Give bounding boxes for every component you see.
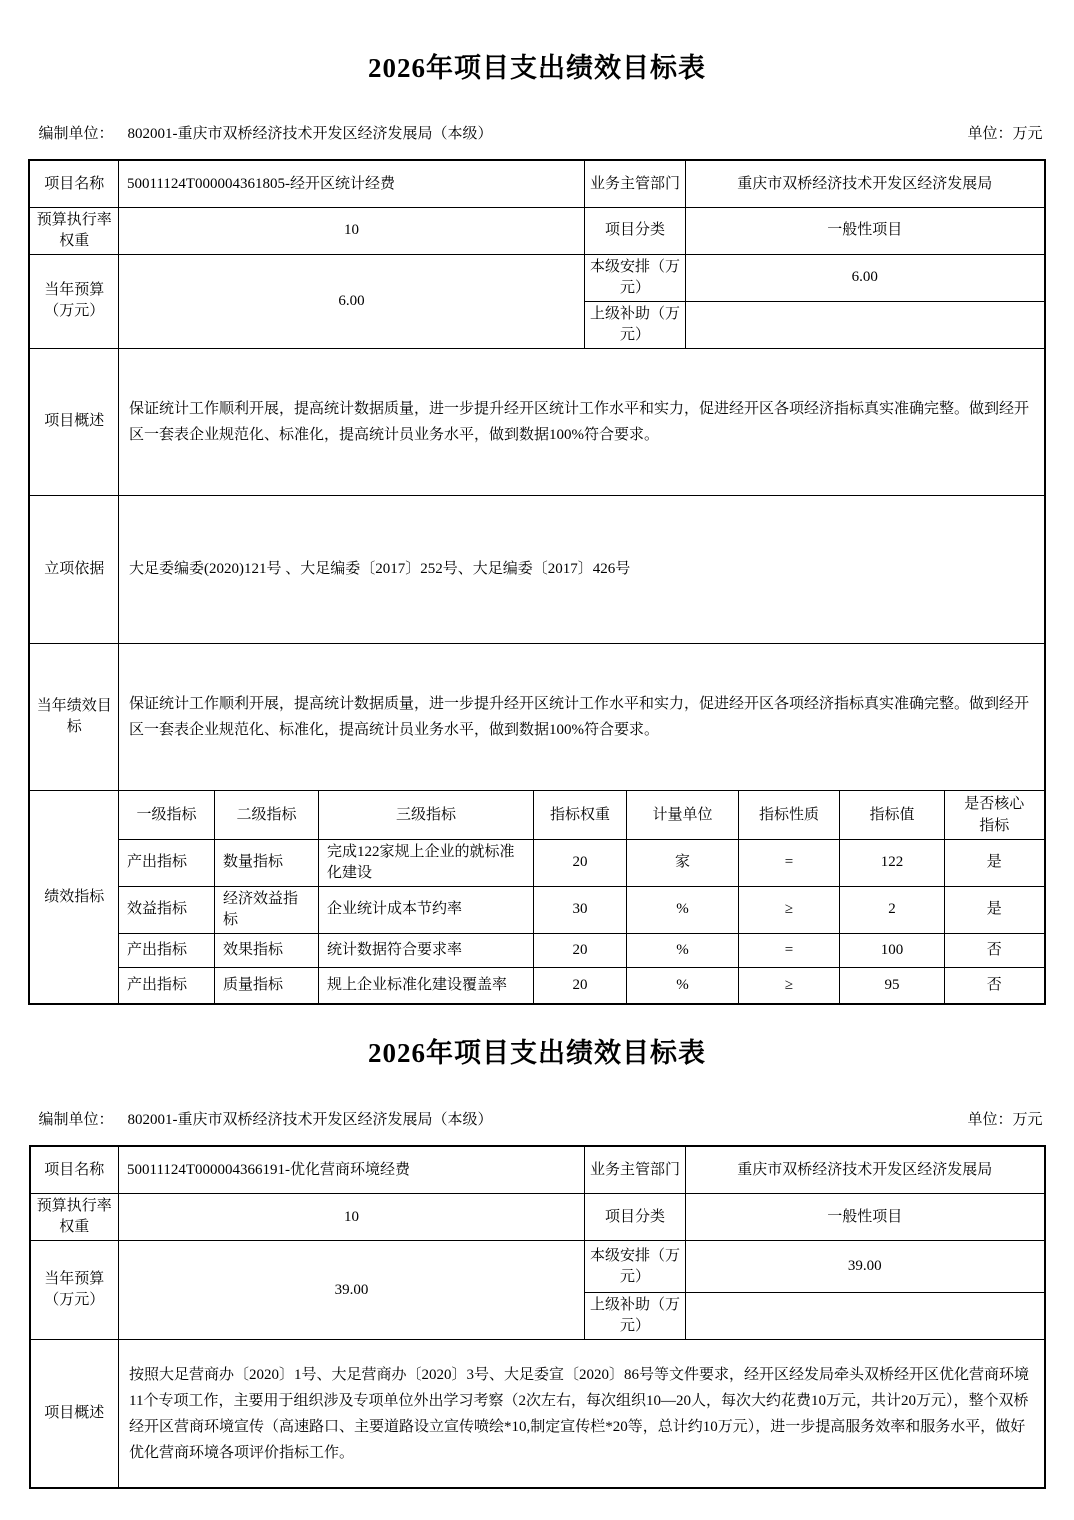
local-arrangement-value: 39.00 [686, 1241, 1045, 1293]
basis-label: 立项依据 [29, 495, 118, 643]
indicator-cell-value: 95 [840, 967, 945, 1004]
indicator-cell-weight: 20 [533, 839, 626, 886]
overview-text: 保证统计工作顺利开展，提高统计数据质量，进一步提升经开区统计工作水平和实力，促进经开区各项经济指标真实准确完整。做到经开区一套表企业规范化、标准化，提高统计员业务水平，做到数据100%符合要求。 [118, 348, 1044, 495]
indicator-cell-level1: 产出指标 [118, 839, 214, 886]
table-row [29, 207, 1044, 254]
indicator-cell-unit: % [627, 967, 739, 1004]
indicator-cell-nature: ≥ [739, 967, 840, 1004]
indicator-header-weight: 指标权重 [533, 790, 626, 839]
indicator-cell-core: 否 [945, 933, 1045, 967]
form-meta-row [30, 124, 1045, 144]
performance-table-section-2 [0, 1005, 1074, 1488]
project-name-label: 项目名称 [30, 1146, 119, 1194]
table-row [30, 1241, 1045, 1293]
prepared-by-label: 编制单位： [38, 126, 114, 143]
indicator-header-level1: 一级指标 [118, 790, 214, 839]
target-text: 保证统计工作顺利开展，提高统计数据质量，进一步提升经开区统计工作水平和实力，促进经开区各项经济指标真实准确完整。做到经开区一套表企业规范化、标准化，提高统计员业务水平，做到数据100%符合要求。 [118, 643, 1044, 790]
indicators-section-label: 绩效指标 [29, 790, 118, 1004]
indicator-cell-nature: ≥ [739, 886, 840, 933]
indicator-cell-unit: % [627, 933, 739, 967]
dept-value: 重庆市双桥经济技术开发区经济发展局 [686, 1146, 1045, 1194]
prepared-by-value: 802001-重庆市双桥经济技术开发区经济发展局（本级） [127, 126, 493, 143]
indicator-cell-level3: 规上企业标准化建设覆盖率 [318, 967, 533, 1004]
prepared-by [30, 124, 493, 144]
target-label: 当年绩效目标 [29, 643, 118, 790]
indicator-cell-nature: = [739, 933, 840, 967]
indicator-row [29, 967, 1044, 1004]
budget-weight-value: 10 [119, 1194, 585, 1241]
indicator-cell-level3: 企业统计成本节约率 [318, 886, 533, 933]
superior-subsidy-value [686, 1293, 1045, 1340]
overview-label: 项目概述 [29, 348, 118, 495]
indicator-cell-core: 否 [945, 967, 1045, 1004]
overview-text: 按照大足营商办〔2020〕1号、大足营商办〔2020〕3号、大足委宣〔2020〕86号等文件要求，经开区经发局牵头双桥经开区优化营商环境11个专项工作，主要用于组织涉及专项单位外出学习考察（2次左右，每次组织10—20人，每次大约花费10万元，共计20万元），整个双桥经开区营商环境宣传（高速路口、主要道路设立宣传喷绘*10,制定宣传栏*20等，总计约10万元），进一步提高服务效率和服务水平，做好优化营商环境各项评价指标工作。 [119, 1340, 1045, 1488]
superior-subsidy-label: 上级补助（万元） [585, 301, 686, 348]
project-name-label: 项目名称 [29, 160, 118, 207]
indicator-cell-level2: 经济效益指标 [214, 886, 318, 933]
year-budget-value: 6.00 [118, 254, 584, 348]
indicator-cell-unit: % [627, 886, 739, 933]
indicator-cell-level1: 效益指标 [118, 886, 214, 933]
prepared-by-label: 编制单位： [38, 1111, 114, 1128]
indicator-header-unit: 计量单位 [627, 790, 739, 839]
local-arrangement-value: 6.00 [686, 254, 1045, 301]
indicator-cell-level3: 完成122家规上企业的就标准化建设 [318, 839, 533, 886]
local-arrangement-label: 本级安排（万元） [585, 254, 686, 301]
year-budget-value: 39.00 [119, 1241, 585, 1340]
indicator-row [29, 933, 1044, 967]
indicator-cell-level2: 效果指标 [214, 933, 318, 967]
performance-table [29, 1145, 1046, 1489]
indicator-cell-core: 是 [945, 839, 1045, 886]
budget-weight-label: 预算执行率权重 [29, 207, 118, 254]
prepared-by-value: 802001-重庆市双桥经济技术开发区经济发展局（本级） [127, 1111, 493, 1128]
category-label: 项目分类 [585, 1194, 686, 1241]
year-budget-label: 当年预算（万元） [30, 1241, 119, 1340]
project-name-value: 50011124T000004366191-优化营商环境经费 [119, 1146, 585, 1194]
indicator-header-nature: 指标性质 [739, 790, 840, 839]
indicator-cell-core: 是 [945, 886, 1045, 933]
table-row [29, 348, 1044, 495]
superior-subsidy-value [686, 301, 1045, 348]
indicator-cell-weight: 20 [533, 967, 626, 1004]
unit-note: 单位：万元 [967, 126, 1043, 143]
indicator-cell-value: 100 [840, 933, 945, 967]
indicator-cell-unit: 家 [627, 839, 739, 886]
indicator-cell-weight: 20 [533, 933, 626, 967]
indicator-cell-level3: 统计数据符合要求率 [318, 933, 533, 967]
indicator-cell-level1: 产出指标 [118, 967, 214, 1004]
indicator-cell-level2: 数量指标 [214, 839, 318, 886]
category-value: 一般性项目 [686, 1194, 1045, 1241]
project-name-value: 50011124T000004361805-经开区统计经费 [118, 160, 584, 207]
table-row [30, 1194, 1045, 1241]
indicator-cell-level1: 产出指标 [118, 933, 214, 967]
form-meta-row [30, 1110, 1045, 1130]
indicator-cell-nature: = [739, 839, 840, 886]
indicator-row [29, 886, 1044, 933]
indicator-header-core: 是否核心指标 [945, 790, 1045, 839]
category-value: 一般性项目 [686, 207, 1045, 254]
indicator-header-level3: 三级指标 [318, 790, 533, 839]
dept-value: 重庆市双桥经济技术开发区经济发展局 [686, 160, 1045, 207]
indicator-cell-value: 2 [840, 886, 945, 933]
performance-table [28, 159, 1045, 1005]
budget-weight-label: 预算执行率权重 [30, 1194, 119, 1241]
form-title: 2026年项目支出绩效目标表 [368, 53, 706, 83]
dept-label: 业务主管部门 [585, 160, 686, 207]
dept-label: 业务主管部门 [585, 1146, 686, 1194]
category-label: 项目分类 [585, 207, 686, 254]
indicator-cell-level2: 质量指标 [214, 967, 318, 1004]
table-row [29, 254, 1044, 301]
indicator-row [29, 839, 1044, 886]
basis-text: 大足委编委(2020)121号 、大足编委〔2017〕252号、大足编委〔2017〕426号 [118, 495, 1044, 643]
prepared-by [30, 1110, 493, 1130]
superior-subsidy-label: 上级补助（万元） [585, 1293, 686, 1340]
indicator-header-value: 指标值 [840, 790, 945, 839]
overview-label: 项目概述 [30, 1340, 119, 1488]
budget-weight-value: 10 [118, 207, 584, 254]
form-title: 2026年项目支出绩效目标表 [368, 1038, 706, 1069]
table-row [30, 1146, 1045, 1194]
indicator-header-row [29, 790, 1044, 839]
table-row [30, 1340, 1045, 1488]
indicator-header-level2: 二级指标 [214, 790, 318, 839]
table-row [29, 495, 1044, 643]
year-budget-label: 当年预算（万元） [29, 254, 118, 348]
table-row [29, 643, 1044, 790]
indicator-cell-value: 122 [840, 839, 945, 886]
table-row [29, 160, 1044, 207]
unit-note: 单位：万元 [967, 1111, 1043, 1128]
indicator-cell-weight: 30 [533, 886, 626, 933]
local-arrangement-label: 本级安排（万元） [585, 1241, 686, 1293]
